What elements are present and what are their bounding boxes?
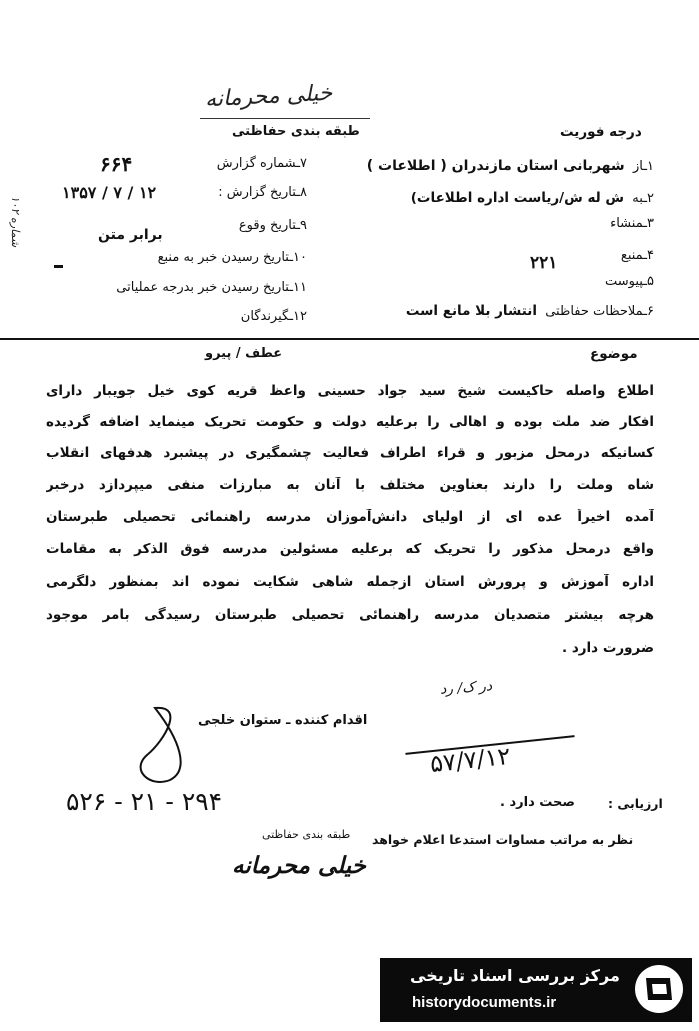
field-number: ۳ <box>647 216 654 231</box>
field-from: ۱ـاز شهربانی استان مازندران ( اطلاعات ) <box>366 158 654 174</box>
footer-note: نظر به مراتب مساوات استدعا اعلام خواهد <box>372 832 634 847</box>
field-news-to-source-date: ۱۰ـتاریخ رسیدن خبر به منبع <box>157 250 307 265</box>
field-recipients: ۱۲ـگیرندگان <box>240 309 307 324</box>
evaluation-number: ۵۲۶ - ۲۱ - ۲۹۴ <box>66 787 223 816</box>
field-source: ۴ـمنبع <box>620 248 654 263</box>
evaluation-label: ارزیابی : <box>608 796 663 811</box>
watermark-title: مرکز بررسی اسناد تاریخی <box>410 966 620 985</box>
field-label: به <box>632 191 644 206</box>
subject-label: موضوع <box>590 346 638 362</box>
field-number: ۱۱ <box>293 280 307 295</box>
field-label: تاریخ رسیدن خبر به منبع <box>157 250 290 265</box>
source-number: ۲۲۱ <box>530 253 558 273</box>
signature-mark <box>125 700 205 790</box>
report-date-value: ۱۳۵۷ / ۷ / ۱۲ <box>62 183 157 202</box>
field-label: منبع <box>620 248 644 263</box>
body-line: اطلاع واصله حاکیست شیخ سید جواد حسینی واعظ قریه کوی خیل جویبار دارای <box>46 383 654 399</box>
field-number: ۹ <box>300 218 307 233</box>
field-number: ۶ <box>647 304 654 319</box>
field-label: پیوست <box>604 274 644 289</box>
field-number: ۱۲ <box>293 309 307 324</box>
field-security-notes: ۶ـملاحظات حفاظتی انتشار بلا مانع است <box>405 303 654 319</box>
report-number-value: ۶۶۴ <box>100 152 133 176</box>
footer-classification-label: طبقه بندی حفاظتی <box>262 828 351 841</box>
field-number: ۸ <box>300 185 307 200</box>
handwritten-date: ۵۷/۷/۱۲ <box>428 741 512 779</box>
footer-classification-handwritten: خیلی محرمانه <box>232 852 366 879</box>
field-number: ۷ <box>300 156 307 171</box>
body-line: اداره آموزش و پرورش استان ازجمله شاهی شکایت نموده اند بمنظور دلگرمی <box>46 574 654 590</box>
field-number: ۱ <box>647 159 654 174</box>
classification-underline-top <box>200 118 370 119</box>
field-label: تاریخ گزارش <box>226 185 297 200</box>
body-line: افکار ضد ملت بوده و اهالی را برعلیه دولت و حکومت تحریک مینماید اضافه گردیده <box>46 414 654 430</box>
field-value: انتشار بلا مانع است <box>405 303 537 319</box>
classification-handwritten-top: خیلی محرمانه <box>204 80 333 113</box>
field-news-to-ops-date: ۱۱ـتاریخ رسیدن خبر بدرجه عملیاتی <box>116 280 307 295</box>
subject-reference: عطف / پیرو <box>205 346 283 361</box>
priority-label: درجه فوریت <box>560 124 642 140</box>
field-value: ش له ش/ریاست اداره اطلاعات) <box>410 190 625 206</box>
body-line: کسانیکه درمحل مزبور و قراء اطراف فعالیت چشمگیری در پیشبرد هدفهای انقلاب <box>46 445 654 461</box>
side-mark <box>54 265 63 268</box>
field-number: ۴ <box>647 248 654 263</box>
side-note: شماره ۱۰۲ <box>9 195 23 248</box>
field-number: ۲ <box>647 191 654 206</box>
field-to: ۲ـبه ش له ش/ریاست اداره اطلاعات) <box>410 190 654 206</box>
classification-label: طبقه بندی حفاظتی <box>232 124 360 139</box>
field-occurrence-date: ۹ـتاریخ وقوع <box>238 218 307 233</box>
field-label: ملاحظات حفاظتی <box>545 304 644 319</box>
field-origin: ۳ـمنشاء <box>610 216 654 231</box>
field-attachment: ۵ـپیوست <box>604 274 654 289</box>
body-line-last: ضرورت دارد . <box>562 640 654 656</box>
header-divider <box>0 338 699 340</box>
evaluation-value: صحت دارد . <box>500 795 575 810</box>
body-line: آمده اخیراً عده ای از اولیای دانش‌آموزان مدرسه راهنمائی تحصیلی طبرستان <box>46 509 654 525</box>
field-label: از <box>632 159 644 174</box>
field-value: شهربانی استان مازندران ( اطلاعات ) <box>366 158 625 174</box>
handwritten-note: در ک/ رد <box>439 678 493 698</box>
body-line: شاه وملت را دارند بعناوین مختلف با آنان به مبارزات منفی میپردازد درخبر <box>46 477 654 493</box>
field-label: شماره گزارش <box>216 156 297 171</box>
watermark-url: historydocuments.ir <box>412 994 557 1011</box>
occurrence-date-value: برابر متن <box>98 227 163 243</box>
body-line: واقع درمحل مذکور را تحریک که برعلیه مسئولین مدرسه فوق الذکر به مقامات <box>46 541 654 557</box>
field-label: تاریخ رسیدن خبر بدرجه عملیاتی <box>116 280 290 295</box>
watermark-logo-icon <box>632 962 686 1016</box>
field-label: تاریخ وقوع <box>238 218 297 233</box>
field-number: ۱۰ <box>293 250 307 265</box>
body-line: هرچه بیشتر متصدیان مدرسه راهنمائی تحصیلی طبرستان رسیدگی بامر موجود <box>46 607 654 623</box>
field-report-number: ۷ـشماره گزارش <box>216 156 307 171</box>
action-officer: اقدام کننده ـ ستوان خلجی <box>198 713 368 728</box>
field-number: ۵ <box>647 274 654 289</box>
field-label: گیرندگان <box>240 309 290 324</box>
field-label: منشاء <box>610 216 644 231</box>
field-report-date: ۸ـتاریخ گزارش : <box>218 185 307 200</box>
